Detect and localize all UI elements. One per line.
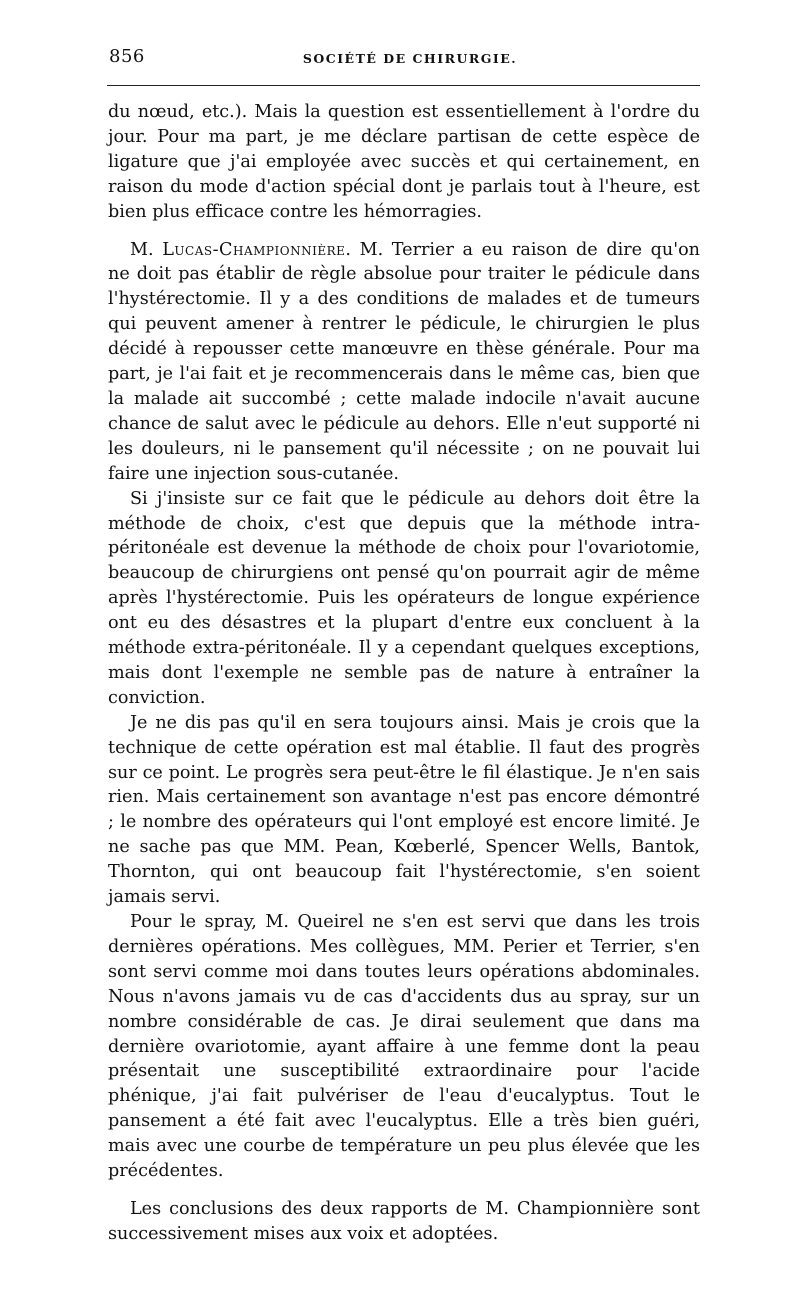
header-divider <box>107 85 700 86</box>
speech-text: . M. Terrier a eu raison de dire qu'on ne doit pas établir de règle absolue pour traiter le pédicule dans l'hystérectomie. Il y a des conditions de malades et de tumeurs qui peuvent amener à rentrer le pédicule, le chirurgien le plus décidé à repousser cette manœuvre en thèse générale. Pour ma part, je l'ai fait et je recommencerais dans le même cas, bien que la malade ait succombé ; cette malade indocile n'avait aucune chance de salut avec le pédicule au dehors. Elle n'eut supporté ni les douleurs, ni le pansement qu'il nécessite ; on ne pouvait lui faire une injection sous-cutanée. <box>108 239 700 484</box>
speaker-name: Lucas-Championnière <box>162 239 346 260</box>
speaker-prefix: M. <box>130 239 163 260</box>
paragraph-continuation: du nœud, etc.). Mais la question est essentiellement à l'ordre du jour. Pour ma part, je me déclare partisan de cette espèce de ligature que j'ai employée avec succès et qui certainement, en raison du mode d'action spécial dont je parlais tout à l'heure, est bien plus efficace contre les hémorragies. <box>108 102 700 222</box>
body-text <box>108 100 700 1247</box>
paragraph: Je ne dis pas qu'il en sera toujours ainsi. Mais je crois que la technique de cette opération est mal établie. Il faut des progrès sur ce point. Le progrès sera peut-être le fil élastique. Je n'en sais rien. Mais certainement son avantage n'est pas encore démontré ; le nombre des opérateurs qui l'ont employé est encore limité. Je ne sache pas que MM. Pean, Kœberlé, Spencer Wells, Bantok, Thornton, qui ont beaucoup fait l'hystérectomie, s'en soient jamais servi. <box>108 712 700 908</box>
paragraph-speech <box>108 238 700 487</box>
paragraph: Si j'insiste sur ce fait que le pédicule au dehors doit être la méthode de choix, c'est que depuis que la méthode intra-péritonéale est devenue la méthode de choix pour l'ovariotomie, beaucoup de chirurgiens ont pensé qu'on pourrait agir de même après l'hystérectomie. Puis les opérateurs de longue expérience ont eu des désastres et la plupart d'entre eux concluent à la méthode extra-péritonéale. Il y a cependant quelques exceptions, mais dont l'exemple ne semble pas de nature à entraîner la conviction. <box>108 488 700 708</box>
page-number: 856 <box>109 46 145 67</box>
paragraph: Pour le spray, M. Queirel ne s'en est servi que dans les trois dernières opérations. Mes collègues, MM. Perier et Terrier, s'en sont servi comme moi dans toutes leurs opérations abdominales. Nous n'avons jamais vu de cas d'accidents dus au spray, sur un nombre considérable de cas. Je dirai seulement que dans ma dernière ovariotomie, ayant affaire à une femme dont la peau présentait une susceptibilité extraordinaire pour l'acide phénique, j'ai fait pulvériser de l'eau d'eucalyptus. Tout le pansement a été fait avec l'eucalyptus. Elle a très bien guéri, mais avec une courbe de température un peu plus élevée que les précédentes. <box>108 912 700 1182</box>
running-title: SOCIÉTÉ DE CHIRURGIE. <box>302 51 518 66</box>
paragraph-conclusion: Les conclusions des deux rapports de M. Championnière sont successivement mises aux voix et adoptées. <box>108 1198 700 1244</box>
